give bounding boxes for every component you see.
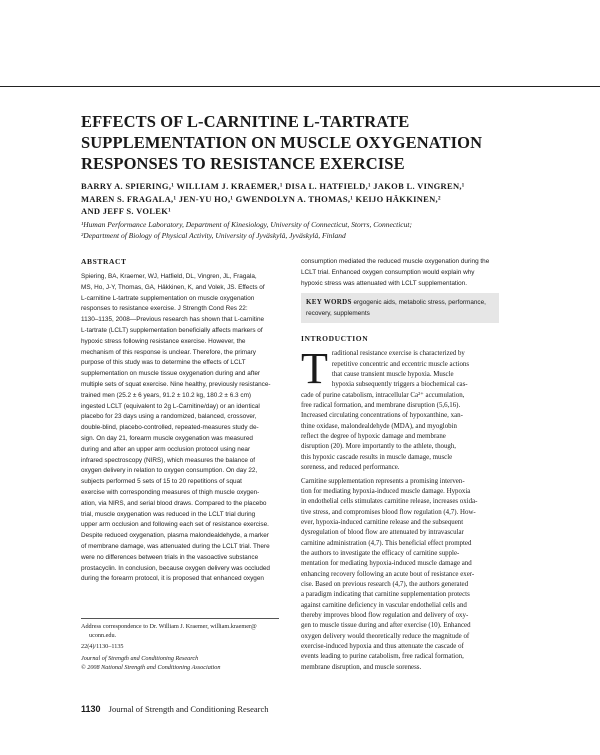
authors-line-1: BARRY A. SPIERING,¹ WILLIAM J. KRAEMER,¹ DISA L. HATFIELD,¹ JAKOB L. VINGREN,¹ — [81, 181, 465, 191]
intro-paragraph-2-line: a paradigm indicating that carnitine supplementation protects — [301, 591, 470, 599]
abstract-line: during the forearm protocol, it is proposed that enhanced oxygen — [81, 575, 264, 583]
address-line-2: uconn.edu. — [89, 631, 117, 639]
abstract-line: placebo for 23 days using a randomized, balanced, crossover, — [81, 413, 257, 421]
intro-paragraph-2-line: mentation for mediating hypoxia-induced muscle damage and — [301, 560, 472, 568]
address-line-1: Address correspondence to Dr. William J. Kraemer, william.kraemer@ — [81, 623, 257, 630]
abstract-line: trained men (25.2 ± 6 years, 91.2 ± 10.2 kg, 180.2 ± 6.3 cm) — [81, 391, 252, 399]
page-footer — [81, 704, 501, 714]
abstract-line: ation, via NIRS, and serial blood draws. Compared to the placebo — [81, 499, 267, 507]
intro-paragraph-1-line: repetitive concentric and eccentric muscle actions — [331, 360, 470, 368]
intro-paragraph-1-line: free radical formation, and membrane disruption (5,6,16). — [301, 402, 461, 410]
abstract-line: subjects performed 5 sets of 15 to 20 repetitions of squat — [81, 478, 242, 486]
intro-paragraph-1-line: cade of purine catabolism, intracellular Ca²⁺ accumulation, — [301, 391, 465, 399]
intro-paragraph-2-line: cise. Based on previous research (4,7), the authors generated — [301, 580, 469, 588]
title-line-1: EFFECTS OF L-CARNITINE L-TARTRATE — [81, 112, 410, 131]
intro-paragraph-2-line: oxygen delivery would theoretically reduce the magnitude of — [301, 632, 470, 640]
abstract-line: L-carnitine L-tartrate supplementation on muscle oxygenation — [81, 294, 255, 302]
abstract-line: L-tartrate (LCLT) supplementation beneficially affects markers of — [81, 326, 263, 334]
introduction-heading: INTRODUCTION — [301, 334, 369, 344]
volume-issue: 22(4)/1130–1135 — [81, 643, 124, 651]
affiliation-2: ²Department of Biology of Physical Activity, University of Jyväskylä, Jyväskylä, Finland — [81, 230, 346, 240]
intro-paragraph-1 — [301, 344, 499, 473]
abstract-continued — [301, 257, 499, 289]
abstract-line: hypoxic stress following resistance exercise. However, the — [81, 337, 246, 345]
abstract-line: purpose of this study was to determine the effects of LCLT — [81, 359, 246, 367]
intro-paragraph-2-line: thereby improves blood flow regulation and delivery of oxy- — [301, 611, 469, 619]
abstract-heading: ABSTRACT — [81, 257, 127, 266]
introduction-body — [301, 344, 499, 673]
footnote — [81, 623, 281, 673]
abstract-line: infrared spectroscopy (NIRS), which measures the balance of — [81, 456, 256, 464]
intro-paragraph-1-line: soreness, and reduced performance. — [301, 464, 400, 472]
title-line-3: RESPONSES TO RESISTANCE EXERCISE — [81, 154, 405, 173]
abstract-line: MS, Ho, J-Y, Thomas, GA, Häkkinen, K, and Volek, JS. Effects of — [81, 283, 265, 291]
intro-paragraph-1-line: raditional resistance exercise is characterized by — [331, 350, 465, 358]
drop-cap: T — [301, 344, 328, 394]
authors-line-3: AND JEFF S. VOLEK¹ — [81, 206, 171, 216]
intro-paragraph-2-line: gen to muscle tissue during and after exercise (10). Enhanced — [301, 622, 471, 630]
intro-paragraph-1-line: that cause transient muscle hypoxia. Muscle — [331, 371, 454, 379]
authors-line-2: MAREN S. FRAGALA,¹ JEN-YU HO,¹ GWENDOLYN A. THOMAS,¹ KEIJO HÄKKINEN,² — [81, 193, 441, 204]
intro-paragraph-2-line: dysregulation of blood flow are attenuated by intravascular — [301, 529, 464, 537]
intro-paragraph-2 — [301, 477, 499, 674]
abstract-continued-line: LCLT trial. Enhanced oxygen consumption would explain why — [301, 268, 475, 276]
abstract-continued-line: consumption mediated the reduced muscle oxygenation during the — [301, 258, 490, 265]
page-number: 1130 — [81, 704, 101, 714]
keywords-line-1: ergogenic aids, metabolic stress, performance, — [353, 299, 486, 307]
intro-paragraph-2-line: the authors to investigate the efficacy of carnitine supple- — [301, 549, 460, 557]
intro-paragraph-2-line: tion for mediating hypoxia-induced muscle damage. Hypoxia — [301, 487, 471, 495]
abstract-line: Spiering, BA, Kraemer, WJ, Hatfield, DL, Vingren, JL, Fragala, — [81, 273, 257, 280]
intro-paragraph-1-line: hypoxia subsequently triggers a biochemical cas- — [331, 381, 468, 389]
intro-paragraph-2-line: events leading to purine catabolism, free radical formation, — [301, 653, 464, 661]
keywords-line-2: recovery, supplements — [306, 309, 370, 317]
abstract-line: were no differences between trials in the vasoactive substance — [81, 553, 259, 561]
keywords-box — [301, 293, 499, 323]
intro-paragraph-2-line: ever, hypoxia-induced carnitine release and the subsequent — [301, 518, 464, 526]
abstract-line: prostacyclin. In conclusion, because oxygen delivery was occluded — [81, 564, 270, 572]
journal-line: Journal of Strength and Conditioning Research — [81, 655, 199, 663]
abstract-line: of membrane damage, was attenuated during the LCLT trial. There — [81, 542, 270, 550]
left-column — [81, 257, 279, 585]
abstract-line: multiple sets of squat exercise. Nine healthy, previously resistance- — [81, 380, 271, 388]
intro-paragraph-2-line: in endothelial cells stimulates carnitine release, increases oxida- — [301, 498, 478, 506]
abstract-line: upper arm occlusion and following each set of resistance exercise. — [81, 521, 269, 529]
intro-paragraph-1-line: thine oxidase, malondealdehyde (MDA), and myoglobin — [301, 422, 457, 430]
article-title — [81, 111, 551, 174]
intro-paragraph-1-line: Increased circulating concentrations of hypoxanthine, xan- — [301, 412, 463, 420]
intro-paragraph-1-line: this hypoxic cascade results in muscle damage, muscle — [301, 453, 453, 461]
intro-paragraph-2-line: Carnitine supplementation represents a promising interven- — [301, 477, 465, 485]
abstract-body — [81, 272, 279, 585]
intro-paragraph-2-line: against carnitine deficiency in vascular endothelial cells and — [301, 601, 467, 609]
abstract-line: sign. On day 21, forearm muscle oxygenation was measured — [81, 434, 253, 442]
affiliations — [81, 220, 531, 241]
top-rule — [0, 86, 600, 87]
abstract-line: mechanism of this response is unclear. Therefore, the primary — [81, 348, 256, 356]
copyright-line: © 2008 National Strength and Conditioning Association — [81, 663, 221, 671]
intro-paragraph-2-line: tive stress, and compromises blood flow regulation (4,7). How- — [301, 508, 476, 516]
affiliation-1: ¹Human Performance Laboratory, Department of Kinesiology, University of Connecticut, Storrs, Connecticut; — [81, 220, 412, 229]
abstract-line: double-blind, placebo-controlled, repeated-measures study de- — [81, 424, 259, 432]
intro-paragraph-1-line: reflect the degree of hypoxic damage and membrane — [301, 433, 446, 441]
abstract-line: supplementation on muscle tissue oxygenation during and after — [81, 370, 261, 378]
footer-journal: Journal of Strength and Conditioning Research — [108, 704, 269, 714]
abstract-continued-line: hypoxic stress was attenuated with LCLT supplementation. — [301, 279, 468, 287]
author-list — [81, 180, 531, 218]
abstract-line: oxygen delivery in relation to oxygen consumption. On day 22, — [81, 467, 258, 475]
intro-paragraph-2-line: enhancing recovery following an acute bout of resistance exer- — [301, 570, 475, 578]
abstract-line: responses to resistance exercise. J Strength Cond Res 22: — [81, 305, 248, 313]
intro-paragraph-2-line: membrane disruption, and muscle soreness. — [301, 663, 422, 671]
right-column — [301, 257, 499, 673]
abstract-line: ingested LCLT (equivalent to 2g L-Carnitine/day) or an identical — [81, 402, 260, 410]
intro-paragraph-2-line: exercise-induced hypoxia and thus attenuate the cascade of — [301, 643, 464, 651]
abstract-line: exercise with corresponding measures of thigh muscle oxygen- — [81, 488, 260, 496]
title-line-2: SUPPLEMENTATION ON MUSCLE OXYGENATION — [81, 133, 483, 152]
intro-paragraph-2-line: carnitine administration (4,7). This beneficial effect prompted — [301, 539, 472, 547]
intro-paragraph-1-line: disruption (20). More importantly to the athlete, though, — [301, 443, 457, 451]
abstract-line: Despite reduced oxygenation, plasma malondealdehyde, a marker — [81, 532, 269, 540]
abstract-line: during and after an upper arm occlusion protocol using near — [81, 445, 251, 453]
abstract-line: 1130–1135, 2008—Previous research has shown that L-carnitine — [81, 316, 265, 324]
abstract-line: trial, muscle oxygenation was reduced in the LCLT trial during — [81, 510, 256, 518]
keywords-label: KEY WORDS — [306, 298, 352, 307]
footnote-rule — [81, 618, 279, 619]
